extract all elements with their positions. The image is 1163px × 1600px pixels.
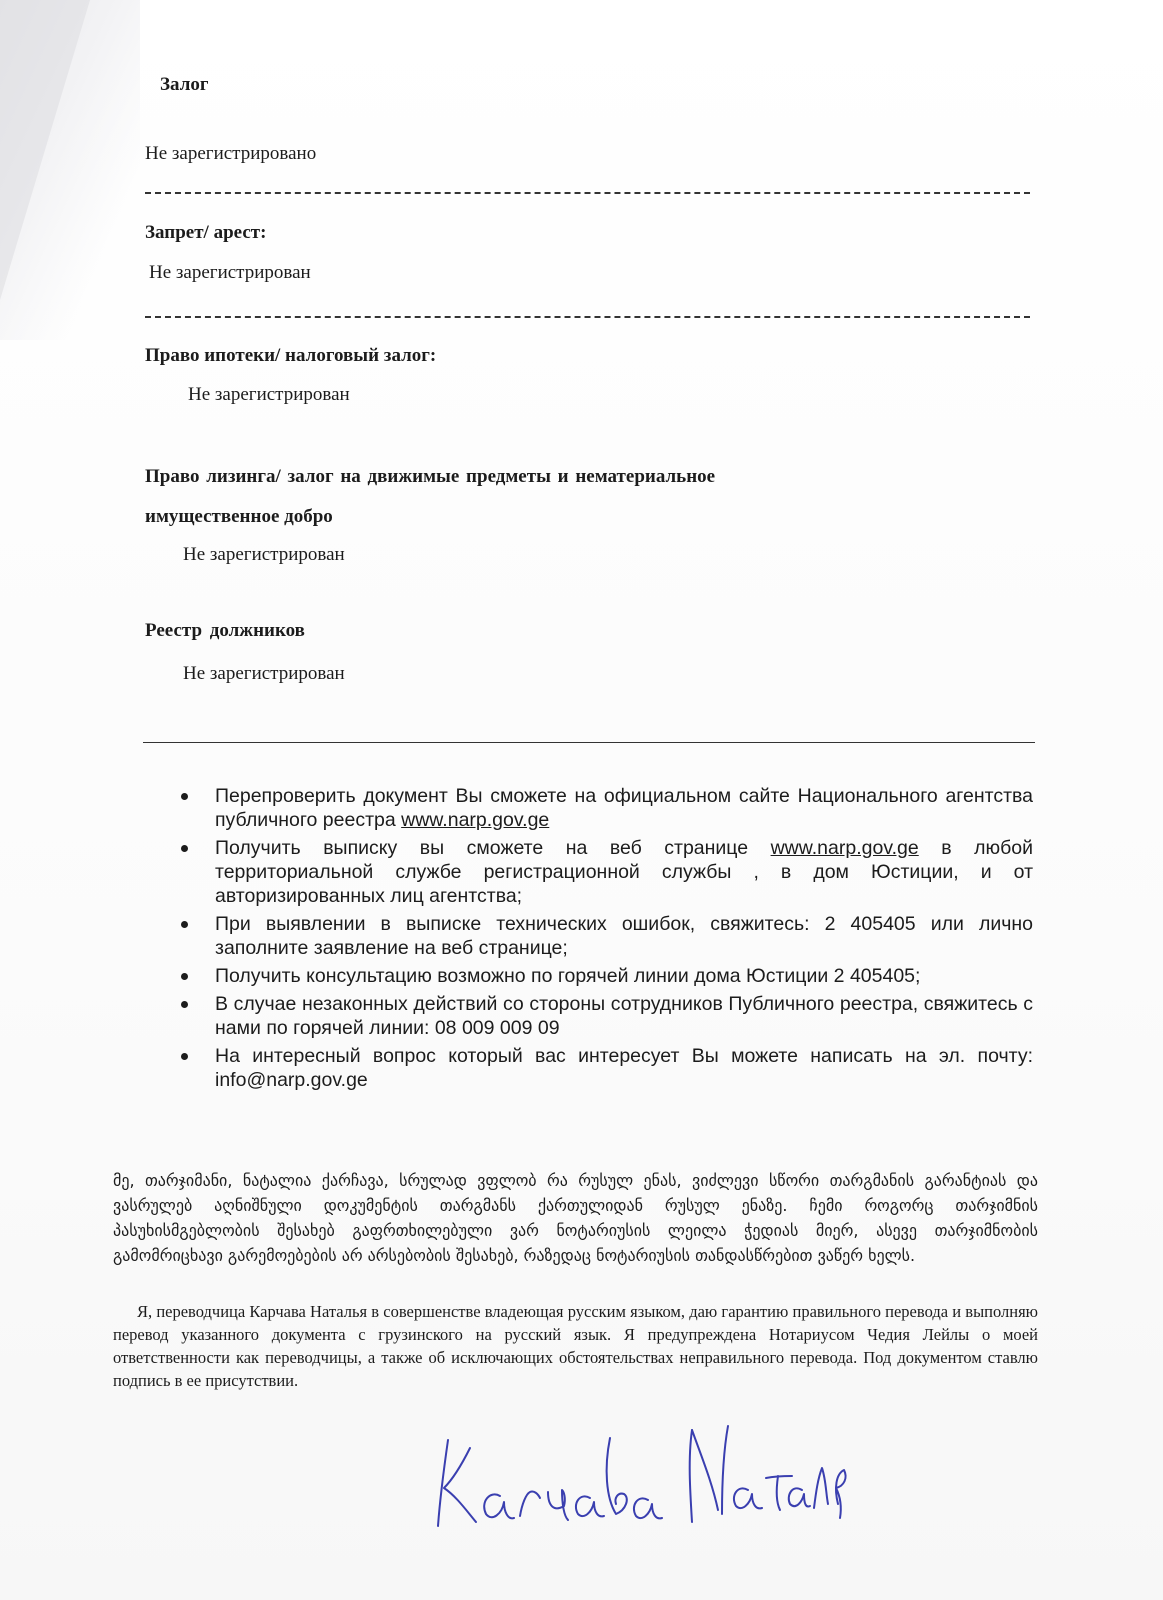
narp-website-link[interactable]: www.narp.gov.ge (770, 837, 919, 859)
leasing-title-line2: имущественное добро (145, 506, 333, 527)
translator-note-russian: Я, переводчица Карчава Наталья в совершенстве владеющая русским языком, даю гарантию правильного перевода и выполняю перевод указанного документа с грузинского на русский язык. Я предупреждена Нотариусом Чедия Лейлы о моей ответственности как переводчицы, а также об исключающих обстоятельствах неправильного перевода. Под документом ставлю подпись в ее присутствии. (113, 1302, 1038, 1390)
list-item (175, 912, 1033, 960)
pledge-title: Залог (160, 74, 209, 95)
list-item-text: в любой территориальной службе регистрационной службы , в дом Юстиции, и от авторизированных лиц агентства; (215, 837, 1033, 907)
translator-note-georgian: მე, თარჯიმანი, ნატალია ქარჩავა, სრულად ვფლობ რა რუსულ ენას, ვიძლევი სწორი თარგმანის გარანტიას და ვასრულებ აღნიშნული დოკუმენტის თარგმანს ქართულიდან რუსულ ენაზე. ჩემი როგორც თარჯიმნის პასუხისმგებლობის შესახებ გაფრთხილებული ვარ ნოტარიუსის ლეილა ჭედიას მიერ, ასევე თარჯიმნობის გამომრიცხავი გარემოებების არ არსებობის შესახებ, რაზედაც ნოტარიუსის თანდასწრებით ვაწერ ხელს. (113, 1171, 1038, 1265)
bullet-icon (181, 973, 188, 980)
leasing-value: Не зарегистрирован (183, 544, 345, 565)
bullet-icon (181, 1001, 188, 1008)
signature-image (430, 1418, 850, 1538)
debtors-value: Не зарегистрирован (183, 663, 345, 684)
list-item-text: При выявлении в выписке технических ошибок, свяжитесь: 2 405405 или лично заполните заявление на веб странице; (215, 913, 1033, 959)
bullet-icon (181, 1053, 188, 1060)
list-item-text: Получить выписку вы сможете на веб странице (215, 837, 771, 859)
list-item-text: Перепроверить документ Вы сможете на официальном сайте Национального агентства публичного реестра (215, 785, 1033, 831)
mortgage-title: Право ипотеки/ налоговый залог: (145, 345, 437, 366)
pledge-value: Не зарегистрировано (145, 143, 317, 164)
list-item-text: На интересный вопрос который вас интересует Вы можете написать на эл. почту: info@narp.gov.ge (215, 1045, 1033, 1091)
dashed-divider (145, 316, 1030, 318)
list-item (175, 992, 1033, 1040)
list-item-text: Получить консультацию возможно по горячей линии дома Юстиции 2 405405; (215, 965, 921, 987)
bullet-icon (181, 921, 188, 928)
list-item (175, 1044, 1033, 1092)
ban-value: Не зарегистрирован (149, 262, 311, 283)
list-item (175, 784, 1033, 832)
list-item (175, 964, 1033, 988)
info-list (175, 784, 1033, 1096)
debtors-title: Реестр должников (145, 620, 305, 641)
leasing-title: Право лизинга/ залог на движимые предметы и нематериальное (145, 466, 716, 487)
bullet-icon (181, 845, 188, 852)
solid-divider (143, 742, 1035, 743)
list-item (175, 836, 1033, 908)
bullet-icon (181, 793, 188, 800)
mortgage-value: Не зарегистрирован (188, 384, 350, 405)
dashed-divider (145, 192, 1030, 194)
folded-corner (0, 0, 90, 300)
narp-website-link[interactable]: www.narp.gov.ge (401, 809, 550, 831)
list-item-text: В случае незаконных действий со стороны сотрудников Публичного реестра, свяжитесь с нами по горячей линии: 08 009 009 09 (215, 993, 1033, 1039)
ban-title: Запрет/ арест: (145, 222, 267, 243)
